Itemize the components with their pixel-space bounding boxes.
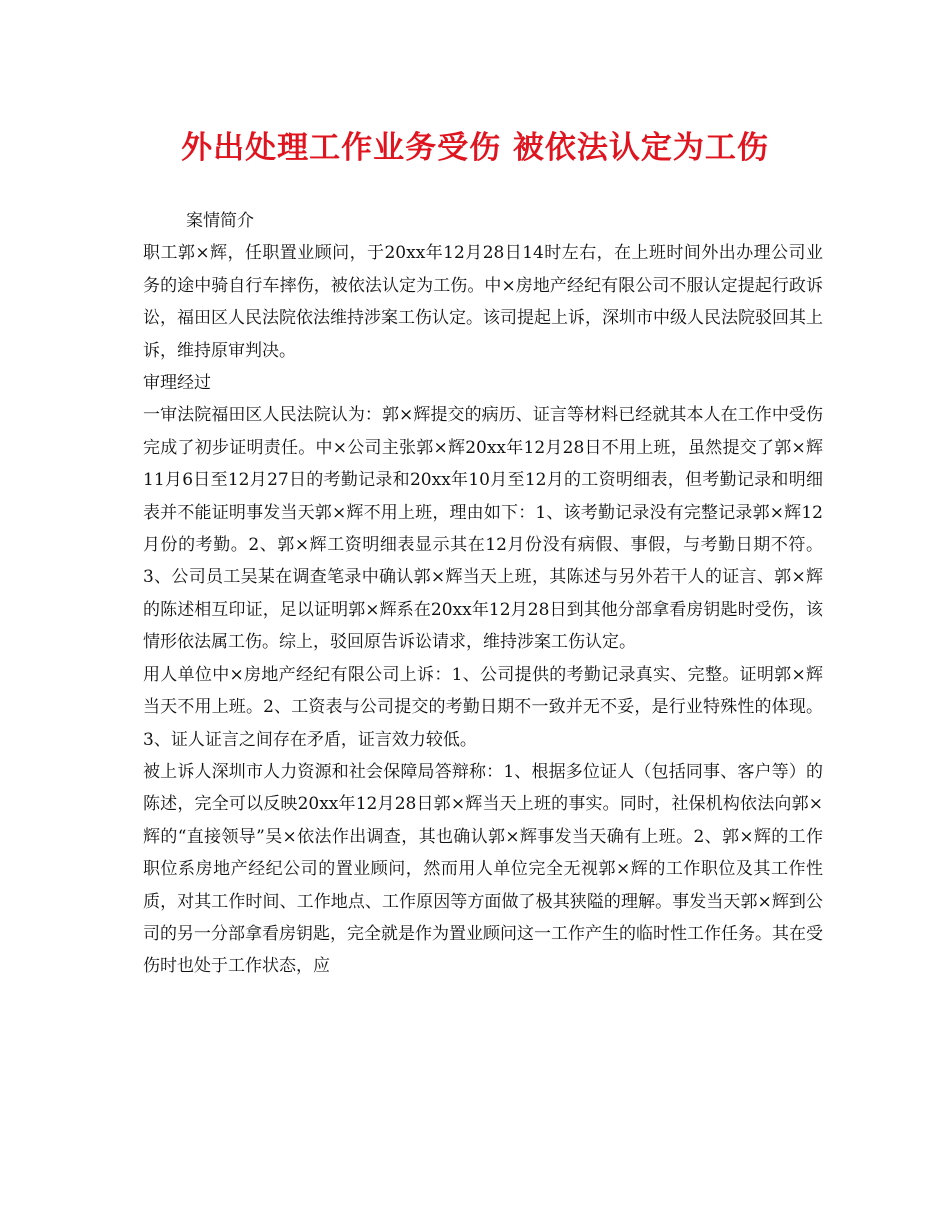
document-title: 外出处理工作业务受伤 被依法认定为工伤	[181, 130, 769, 166]
paragraph-defense: 被上诉人深圳市人力资源和社会保障局答辩称：1、根据多位证人（包括同事、客户等）的陈述，完全可以反映20xx年12月28日郭×辉当天上班的事实。同时，社保机构依法向郭×辉的“直接领导”吴×依法作出调查，其也确认郭×辉事发当天确有上班。2、郭×辉的工作职位系房地产经纪公司的置业顾问，然而用人单位完全无视郭×辉的工作职位及其工作性质，对其工作时间、工作地点、工作原因等方面做了极其狭隘的理解。事发当天郭×辉到公司的另一分部拿看房钥匙，完全就是作为置业顾问这一工作产生的临时性工作任务。其在受伤时也处于工作状态，应	[143, 761, 823, 977]
paragraph-case-summary: 职工郭×辉，任职置业顾问，于20xx年12月28日14时左右，在上班时间外出办理公司业务的途中骑自行车摔伤，被依法认定为工伤。中×房地产经纪有限公司不服认定提起行政诉讼，福田区人民法院依法维持涉案工伤认定。该司提起上诉，深圳市中级人民法院驳回其上诉，维持原审判决。	[143, 243, 823, 361]
paragraph-appeal: 用人单位中×房地产经纪有限公司上诉：1、公司提供的考勤记录真实、完整。证明郭×辉当天不用上班。2、工资表与公司提交的考勤日期不一致并无不妥，是行业特殊性的体现。3、证人证言之间存在矛盾，证言效力较低。	[143, 664, 823, 750]
section-heading-trial-process: 审理经过	[143, 373, 211, 394]
section-heading-case-summary: 案情简介	[186, 211, 254, 231]
paragraph-first-instance: 一审法院福田区人民法院认为：郭×辉提交的病历、证言等材料已经就其本人在工作中受伤完成了初步证明责任。中×公司主张郭×辉20xx年12月28日不用上班，虽然提交了郭×辉11月6日至12月27日的考勤记录和20xx年10月至12月的工资明细表，但考勤记录和明细表并不能证明事发当天郭×辉不用上班，理由如下：1、该考勤记录没有完整记录郭×辉12月份的考勤。2、郭×辉工资明细表显示其在12月份没有病假、事假，与考勤日期不符。3、公司员工吴某在调查笔录中确认郭×辉当天上班，其陈述与另外若干人的证言、郭×辉的陈述相互印证，足以证明郭×辉系在20xx年12月28日到其他分部拿看房钥匙时受伤，该情形依法属工伤。综上，驳回原告诉讼请求，维持涉案工伤认定。	[143, 405, 823, 653]
document-body	[143, 205, 823, 983]
